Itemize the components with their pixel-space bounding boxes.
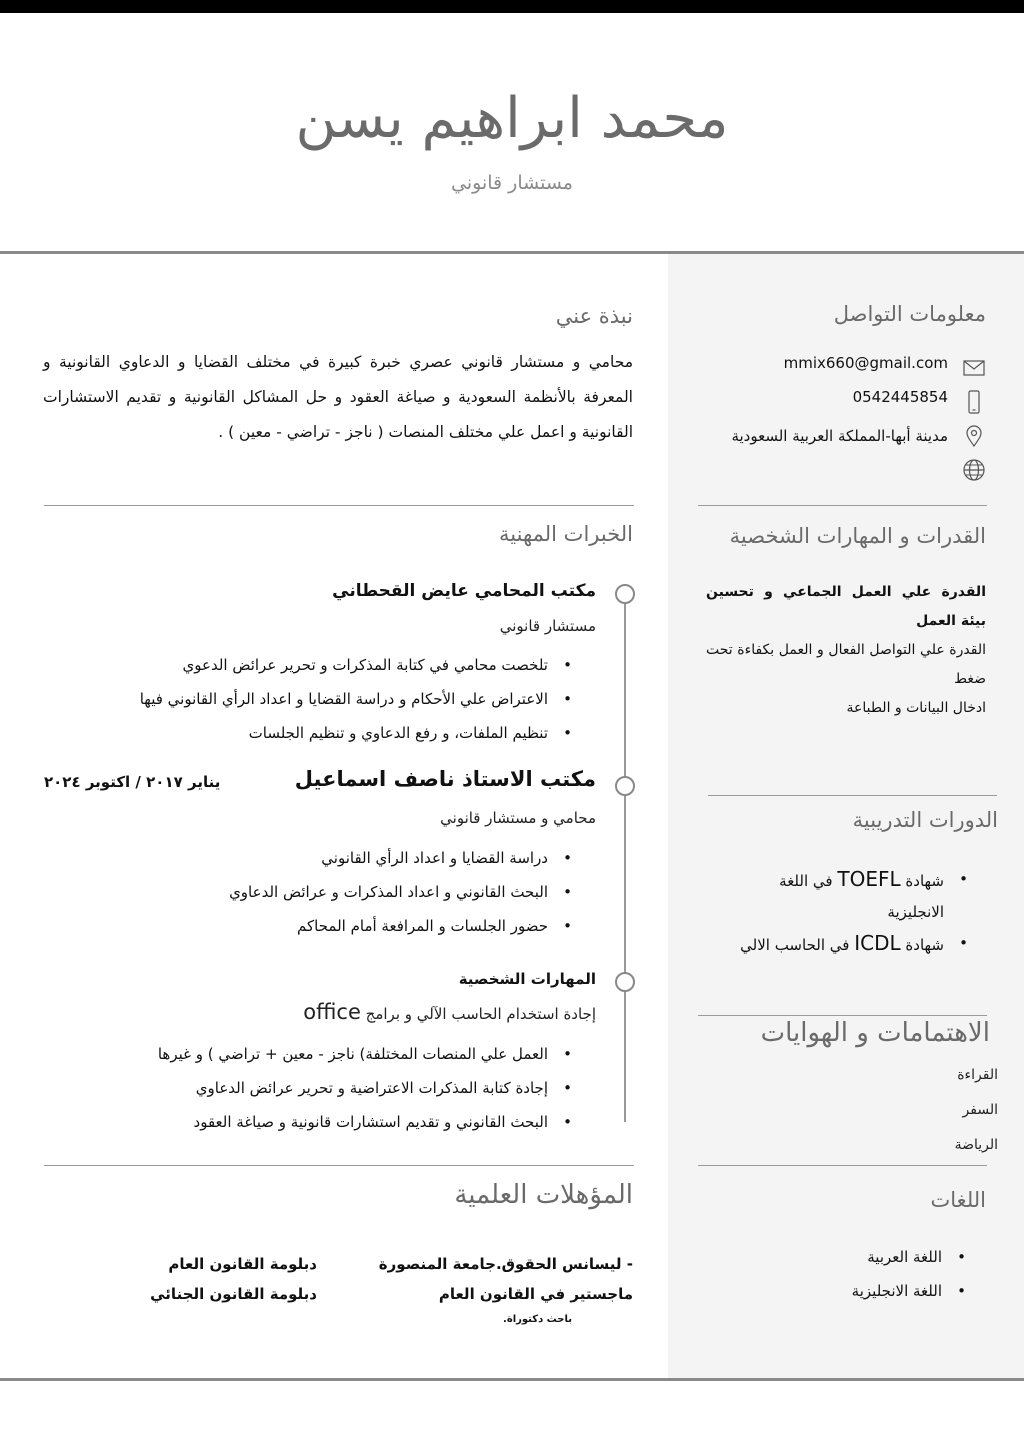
experience-heading: الخبرات المهنية xyxy=(499,522,633,546)
globe-icon xyxy=(962,458,986,482)
timeline-dot xyxy=(615,584,635,604)
qualifications-heading: المؤهلات العلمية xyxy=(454,1180,633,1210)
qualification-item: ماجستير في القانون العام xyxy=(438,1285,633,1303)
sidebar-divider xyxy=(698,1015,987,1016)
contact-heading: معلومات التواصل xyxy=(833,302,986,326)
list-item: القراءة xyxy=(957,1067,998,1083)
about-heading: نبذة عني xyxy=(555,304,633,328)
list-item: • إجادة كتابة المذكرات الاعتراضية و تحرير عرائض الدعاوي xyxy=(158,1071,574,1105)
languages-heading: اللغات xyxy=(930,1188,986,1212)
main-divider xyxy=(44,1165,634,1166)
job-role: إجادة استخدام الحاسب الآلي و برامج office xyxy=(303,1000,596,1024)
sidebar-divider xyxy=(708,795,997,796)
job-dates: يناير ٢٠١٧ / اكتوبر ٢٠٢٤ xyxy=(44,773,221,791)
candidate-name: محمد ابراهيم يسن xyxy=(295,86,729,151)
timeline-dot xyxy=(615,972,635,992)
location-pin-icon xyxy=(962,424,986,448)
qualification-item: باحث دكتوراة. xyxy=(503,1314,572,1325)
contact-address-row xyxy=(696,422,986,484)
list-item: • الاعتراض علي الأحكام و دراسة القضايا و اعداد الرأي القانوني فيها xyxy=(140,682,574,716)
job-role: مستشار قانوني xyxy=(499,617,596,635)
phone-icon xyxy=(962,390,986,414)
timeline-dot xyxy=(615,776,635,796)
list-item: • تنظيم الملفات، و رفع الدعاوي و تنظيم الجلسات xyxy=(140,716,574,750)
skills-text xyxy=(706,578,986,723)
contact-phone[interactable]: 0542445854 xyxy=(852,388,948,406)
list-item: • تلخصت محامي في كتابة المذكرات و تحرير عرائض الدعوي xyxy=(140,648,574,682)
top-bar xyxy=(0,0,1024,13)
sidebar-divider xyxy=(698,505,987,506)
skills-heading: القدرات و المهارات الشخصية xyxy=(729,524,986,548)
job-duties-list xyxy=(229,841,574,943)
qualification-item: دبلومة القانون العام xyxy=(168,1255,317,1273)
list-item: • اللغة العربية xyxy=(852,1240,968,1274)
interests-list xyxy=(955,1058,998,1163)
list-item: • العمل علي المنصات المختلفة) ناجز - معين + تراضي ) و غيرها xyxy=(158,1037,574,1071)
timeline-line xyxy=(624,592,626,1122)
job-title: المهارات الشخصية xyxy=(458,970,596,988)
skill-item: القدرة علي العمل الجماعي و تحسين بيئة العمل xyxy=(706,584,986,629)
interests-heading: الاهتمامات و الهوايات xyxy=(760,1018,990,1048)
job-title: مكتب الاستاذ ناصف اسماعيل xyxy=(294,767,596,791)
skill-item: القدرة علي التواصل الفعال و العمل بكفاءة تحت ضغط xyxy=(706,642,986,687)
envelope-icon xyxy=(962,356,986,380)
list-item: • البحث القانوني و اعداد المذكرات و عرائض الدعاوي xyxy=(229,875,574,909)
languages-list xyxy=(852,1240,968,1308)
candidate-job-title: مستشار قانوني xyxy=(451,172,573,194)
contact-phone-row[interactable] xyxy=(696,388,986,418)
sidebar-divider xyxy=(698,1165,987,1166)
qualification-item: دبلومة القانون الجنائي xyxy=(150,1285,317,1303)
skill-item: ادخال البيانات و الطباعة xyxy=(846,700,986,716)
list-item: الرياضة xyxy=(954,1137,998,1153)
job-duties-list xyxy=(140,648,574,750)
list-item: • البحث القانوني و تقديم استشارات قانونية و صياغة العقود xyxy=(158,1105,574,1139)
contact-email-row[interactable] xyxy=(696,354,986,384)
contact-address: مدينة أبها-المملكة العربية السعودية xyxy=(731,427,948,445)
qualification-item: - ليسانس الحقوق.جامعة المنصورة xyxy=(378,1255,633,1273)
footer-divider xyxy=(0,1378,1024,1381)
about-text: محامي و مستشار قانوني عصري خبرة كبيرة في مختلف القضايا و الدعاوي القانونية و المعرفة بالأنظمة السعودية و صياغة العقود و حل المشاكل القانونية و تقديم الاستشارات القانونية و اعمل علي مختلف المنصات ( ناجز - تراضي - معين ) . xyxy=(43,353,633,441)
list-item: • اللغة الانجليزية xyxy=(852,1274,968,1308)
list-item: السفر xyxy=(962,1102,998,1118)
job-role: محامي و مستشار قانوني xyxy=(440,809,596,827)
courses-list xyxy=(720,864,970,961)
list-item: • شهادة ICDL في الحاسب الالي xyxy=(720,928,970,961)
job-duties-list xyxy=(158,1037,574,1139)
list-item: • شهادة TOEFL في اللغة الانجليزية xyxy=(720,864,970,928)
list-item: • حضور الجلسات و المرافعة أمام المحاكم xyxy=(229,909,574,943)
contact-email[interactable]: mmix660@gmail.com xyxy=(783,354,948,372)
courses-heading: الدورات التدريبية xyxy=(852,808,998,832)
job-title: مكتب المحامي عايض القحطاني xyxy=(332,581,596,601)
list-item: • دراسة القضايا و اعداد الرأي القانوني xyxy=(229,841,574,875)
main-divider xyxy=(44,505,634,506)
